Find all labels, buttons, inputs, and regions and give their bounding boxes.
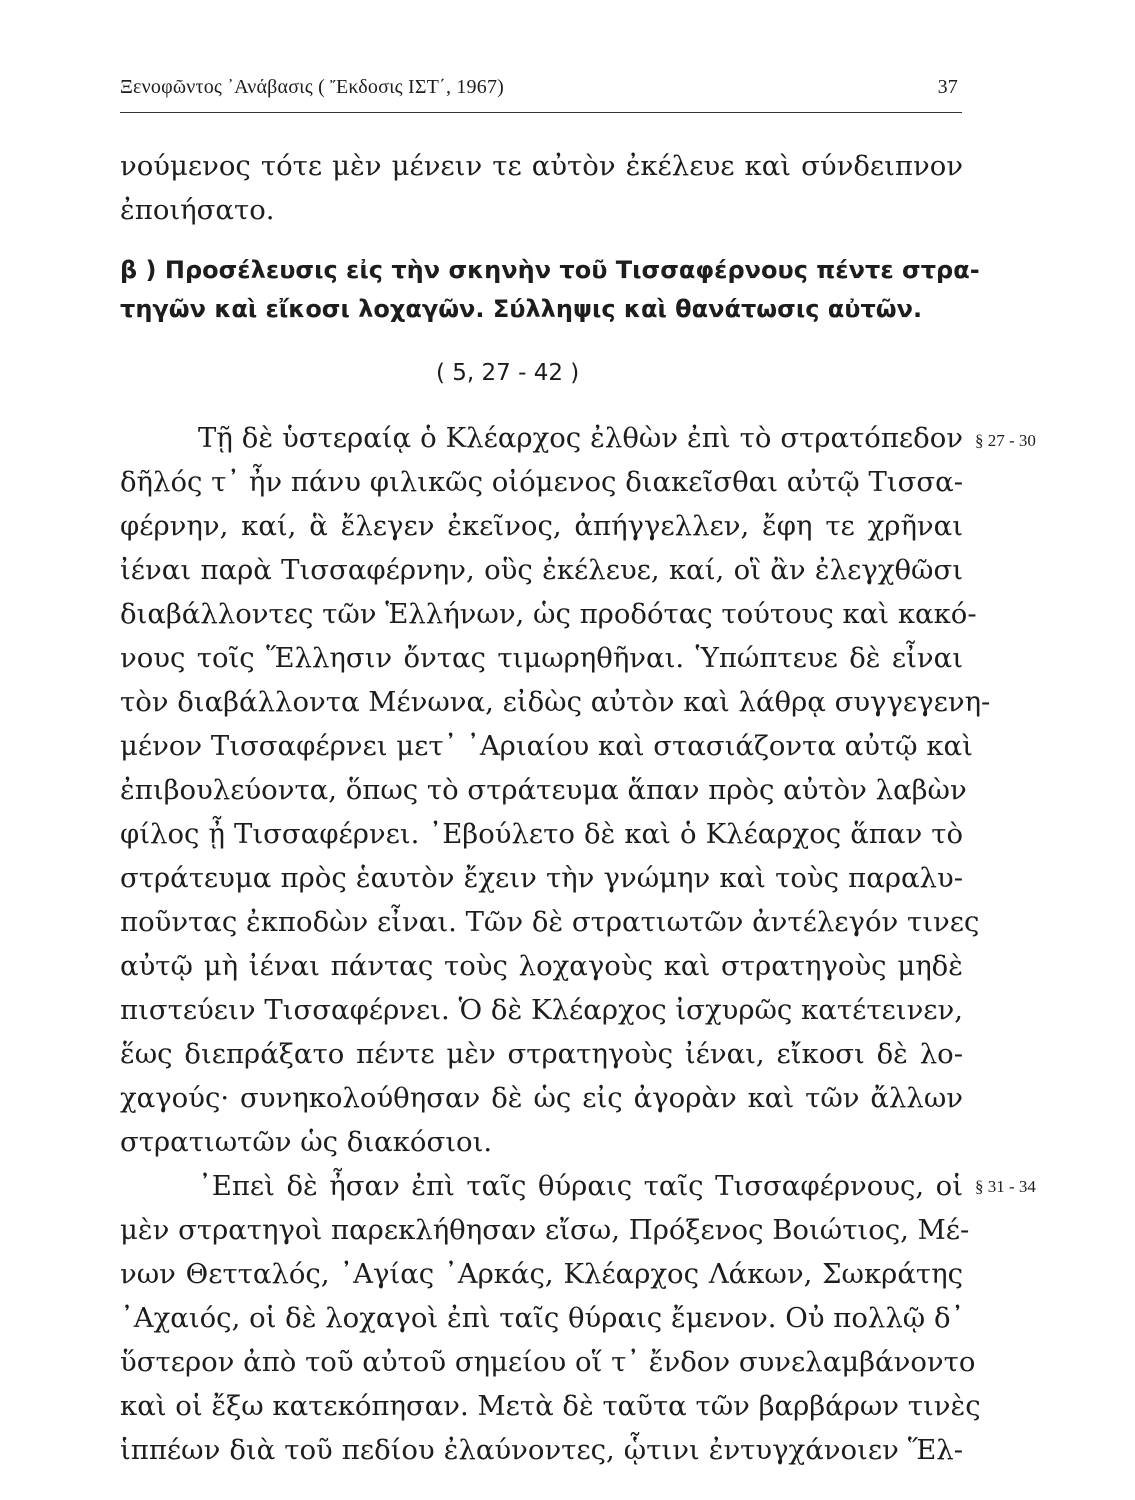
text-line: φίλος ᾖ Τισσαφέρνει. ᾿Εβούλετο δὲ καὶ ὁ Κλέαρχος ἅπαν τὸ [120, 818, 963, 850]
section-heading-line: β ) Προσέλευσις εἰς τὴν σκηνὴν τοῦ Τισσαφέρνους πέντε στρα- [120, 256, 980, 284]
text-line: νων Θετταλός, ᾿Αγίας ᾿Αρκάς, Κλέαρχος Λάκων, Σωκράτης [120, 1258, 963, 1290]
text-line: στράτευμα πρὸς ἑαυτὸν ἔχειν τὴν γνώμην καὶ τοὺς παραλυ- [120, 862, 963, 894]
text-line: στρατιωτῶν ὡς διακόσιοι. [120, 1126, 493, 1158]
text-line: ἕως διεπράξατο πέντε μὲν στρατηγοὺς ἰέναι, εἴκοσι δὲ λο- [120, 1038, 963, 1070]
text-line: ποῦντας ἐκποδὼν εἶναι. Τῶν δὲ στρατιωτῶν ἀντέλεγόν τινες [120, 906, 980, 938]
text-line: αὐτῷ μὴ ἰέναι πάντας τοὺς λοχαγοὺς καὶ στρατηγοὺς μηδὲ [120, 950, 963, 982]
text-line: καὶ οἱ ἔξω κατεκόπησαν. Μετὰ δὲ ταῦτα τῶν βαρβάρων τινὲς [120, 1390, 981, 1422]
text-line: ἱππέων διὰ τοῦ πεδίου ἐλαύνοντες, ᾧτινι ἐντυγχάνοιεν Ἕλ- [120, 1434, 963, 1466]
text-line: τὸν διαβάλλοντα Μένωνα, εἰδὼς αὐτὸν καὶ λάθρᾳ συγγεγενη- [120, 686, 991, 718]
text-line: μὲν στρατηγοὶ παρεκλήθησαν εἴσω, Πρόξενος Βοιώτιος, Μέ- [120, 1214, 970, 1246]
header-rule [120, 112, 962, 113]
text-line: ἐπιβουλεύοντα, ὅπως τὸ στράτευμα ἅπαν πρὸς αὐτὸν λαβὼν [120, 774, 967, 806]
section-heading-line: τηγῶν καὶ εἴκοσι λοχαγῶν. Σύλληψις καὶ θανάτωσις αὐτῶν. [120, 295, 923, 323]
text-line: πιστεύειν Τισσαφέρνει. Ὁ δὲ Κλέαρχος ἰσχυρῶς κατέτεινεν, [120, 994, 963, 1026]
page-number: 37 [937, 76, 958, 98]
text-line: ἰέναι παρὰ Τισσαφέρνην, οὓς ἐκέλευε, καί, οἳ ἂν ἐλεγχθῶσι [120, 554, 963, 586]
text-line: φέρνην, καί, ἃ ἔλεγεν ἐκεῖνος, ἀπήγγελλεν, ἔφη τε χρῆναι [120, 510, 963, 542]
text-line: δῆλός τ᾽ ἦν πάνυ φιλικῶς οἰόμενος διακεῖσθαι αὐτῷ Τισσα- [120, 466, 963, 498]
text-line: ἐποιήσατο. [120, 194, 275, 226]
text-line: νους τοῖς Ἕλλησιν ὄντας τιμωρηθῆναι. Ὑπώπτευε δὲ εἶναι [120, 642, 963, 674]
margin-note: § 27 - 30 [975, 431, 1036, 450]
running-title: Ξενοφῶντος ᾿Ανάβασις ( Ἔκδοσις ΙΣΤ΄, 1967) [120, 76, 505, 98]
margin-note: § 31 - 34 [975, 1177, 1036, 1196]
text-line: χαγούς· συνηκολούθησαν δὲ ὡς εἰς ἀγορὰν καὶ τῶν ἄλλων [120, 1082, 963, 1114]
text-line: ᾿Επεὶ δὲ ἦσαν ἐπὶ ταῖς θύραις ταῖς Τισσαφέρνους, οἱ [198, 1170, 963, 1202]
text-line: μένον Τισσαφέρνει μετ᾽ ᾿Αριαίου καὶ στασιάζοντα αὐτῷ καὶ [120, 730, 973, 762]
section-range: ( 5, 27 - 42 ) [436, 360, 580, 386]
text-line: διαβάλλοντες τῶν Ἑλλήνων, ὡς προδότας τούτους καὶ κακό- [120, 598, 977, 630]
text-line: νούμενος τότε μὲν μένειν τε αὐτὸν ἐκέλευε καὶ σύνδειπνον [120, 150, 963, 182]
text-line: Τῇ δὲ ὑστεραίᾳ ὁ Κλέαρχος ἐλθὼν ἐπὶ τὸ στρατόπεδον [198, 422, 963, 454]
text-line: ᾿Αχαιός, οἱ δὲ λοχαγοὶ ἐπὶ ταῖς θύραις ἔμενον. Οὐ πολλῷ δ᾽ [120, 1302, 965, 1334]
text-line: ὕστερον ἀπὸ τοῦ αὐτοῦ σημείου οἵ τ᾽ ἔνδον συνελαμβάνοντο [120, 1346, 976, 1378]
page-header [120, 76, 958, 102]
